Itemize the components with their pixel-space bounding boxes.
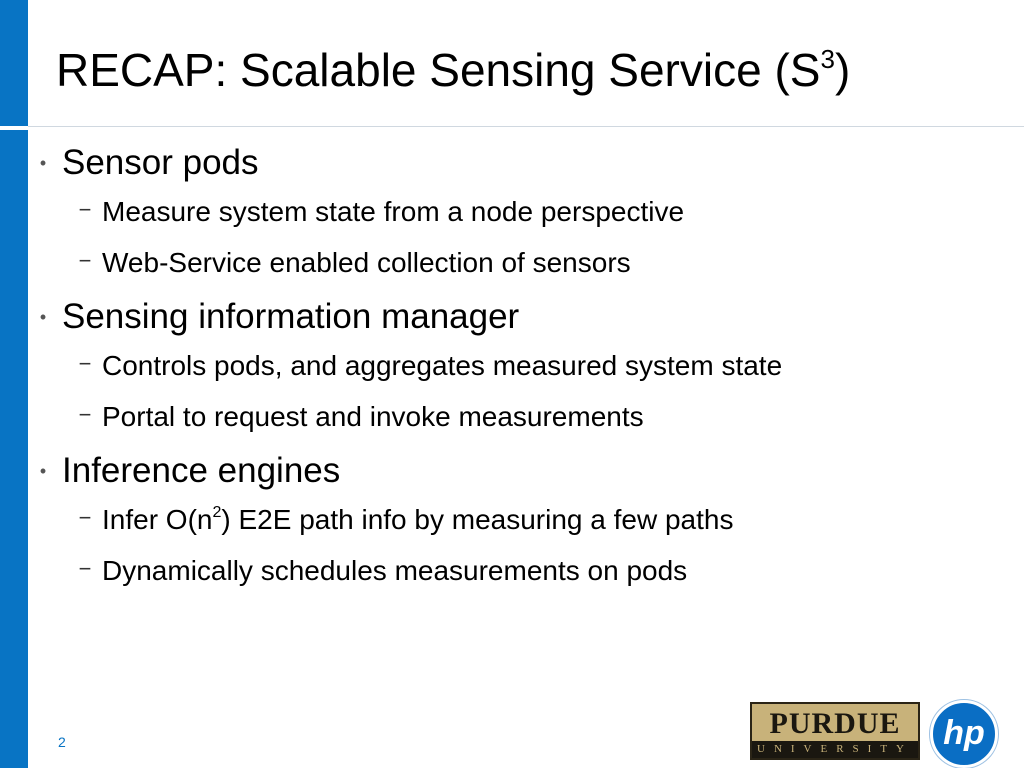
dash-icon: −: [78, 505, 92, 530]
purdue-logo-wordmark: PURDUE: [769, 707, 901, 740]
bullet-text: Inference engines: [62, 451, 341, 490]
sub-bullet: [36, 192, 996, 232]
dash-icon: −: [78, 402, 92, 427]
bullet-list: [36, 140, 996, 602]
dash-icon: −: [78, 248, 92, 273]
title-divider: [28, 126, 1024, 127]
sub-bullet-text: [102, 504, 733, 535]
sub-bullet: [36, 243, 996, 283]
sub-bullet-text: Web-Service enabled collection of sensors: [102, 247, 631, 278]
sidebar-accent-upper: [0, 0, 28, 126]
slide-title-text: RECAP: Scalable Sensing Service (S: [56, 44, 821, 96]
sub-bullet: [36, 500, 996, 540]
purdue-logo: [750, 702, 920, 760]
sub-bullet: [36, 346, 996, 386]
sub-bullet-text: Dynamically schedules measurements on pods: [102, 555, 688, 586]
bullet-sensor-pods: [36, 140, 996, 186]
bullet-text: Sensor pods: [62, 143, 259, 182]
slide-title: [56, 40, 850, 100]
hp-logo-text: hp: [943, 714, 985, 752]
slide-title-end: ): [834, 44, 851, 96]
bullet-inference-engines: [36, 448, 996, 494]
sub-bullet-text: Measure system state from a node perspective: [102, 196, 685, 227]
page-number: 2: [58, 734, 66, 750]
sidebar-accent-lower: [0, 130, 28, 768]
slide-title-superscript: 3: [820, 44, 835, 74]
bullet-dot-icon: •: [39, 307, 47, 327]
superscript: 2: [212, 504, 222, 521]
dash-icon: −: [78, 556, 92, 581]
sub-bullet-text: Portal to request and invoke measurements: [102, 401, 644, 432]
sub-bullet-text: Controls pods, and aggregates measured system state: [102, 350, 783, 381]
sub-bullet: [36, 397, 996, 437]
bullet-dot-icon: •: [39, 153, 47, 173]
sub-bullet-text-post: ) E2E path info by measuring a few paths: [221, 504, 734, 535]
bullet-sensing-information-manager: [36, 294, 996, 340]
sub-bullet: [36, 551, 996, 591]
dash-icon: −: [78, 197, 92, 222]
dash-icon: −: [78, 351, 92, 376]
hp-logo: [930, 700, 998, 768]
sub-bullet-text-pre: Infer O(n: [102, 504, 213, 535]
bullet-text: Sensing information manager: [62, 297, 520, 336]
bullet-dot-icon: •: [39, 461, 47, 481]
purdue-logo-university: UNIVERSITY: [752, 741, 918, 758]
